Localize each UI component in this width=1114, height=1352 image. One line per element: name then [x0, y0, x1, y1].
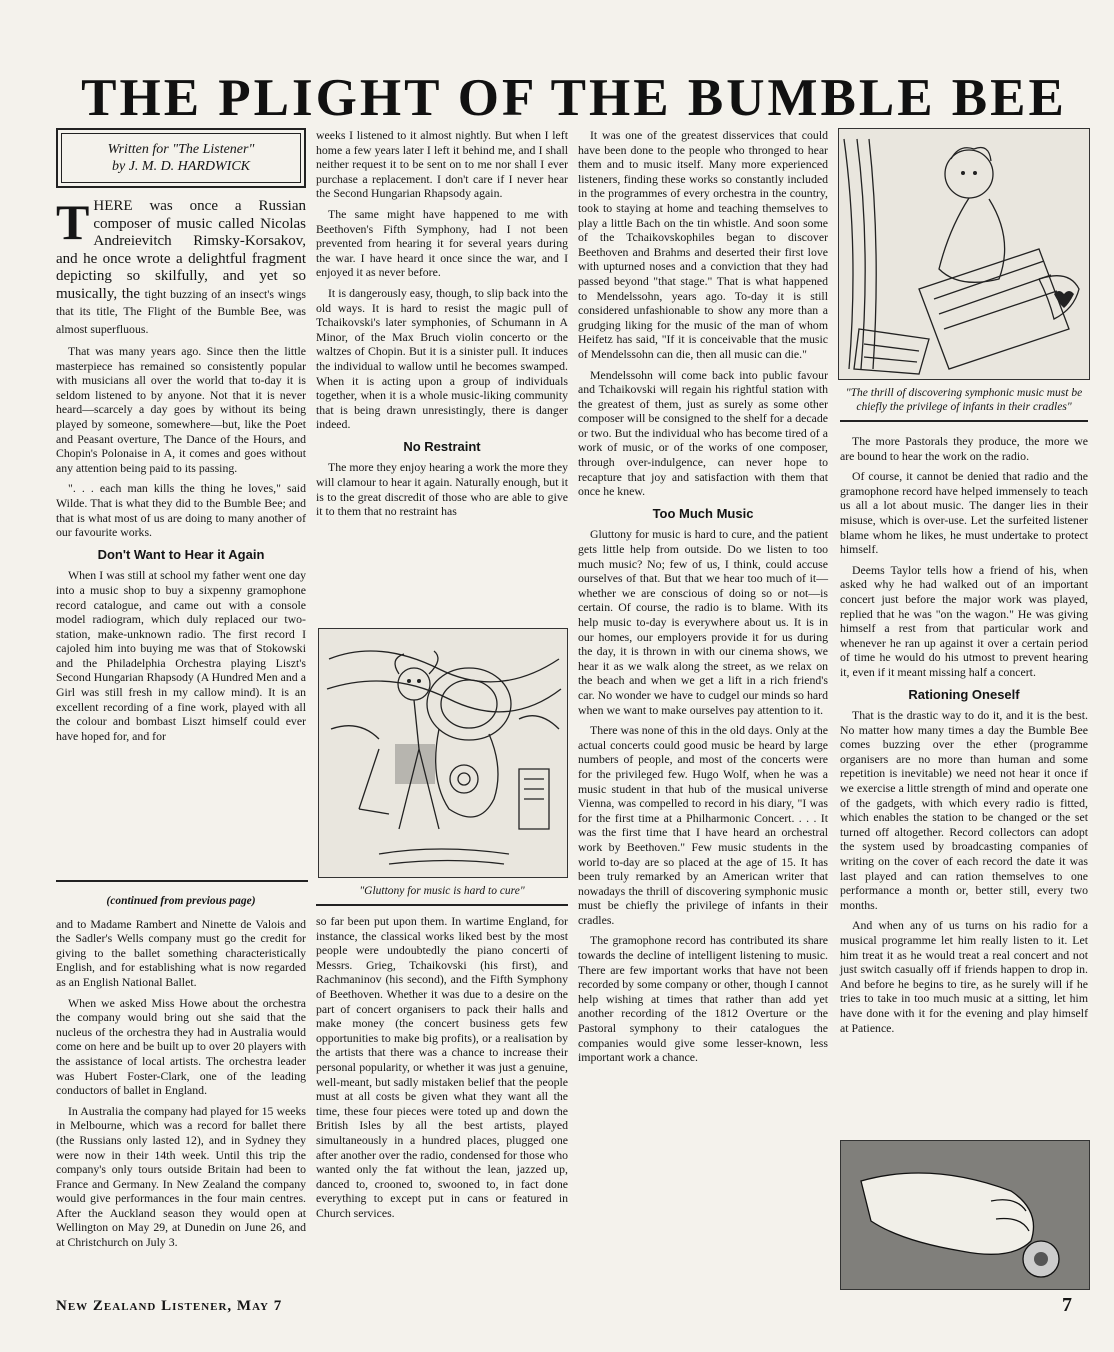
headline: THE PLIGHT OF THE BUMBLE BEE: [81, 69, 1067, 127]
paragraph: The gramophone record has contributed its share towards the decline of intelligent listening to music. There are few important works that have not been recorded by some company or other, though I cannot help wishing at times that rather than add yet another recording of the 1812 Overture or the Pastoral symphony to their catalogues the companies would give some lesser-known, less important work a chance.: [578, 933, 828, 1065]
paragraph: The same might have happened to me with Beethoven's Fifth Symphony, had I not been prevented from hearing it for several years during the war. I have heard it once since the war, and I enjoyed it as never before.: [316, 206, 568, 280]
subheading: No Restraint: [403, 438, 481, 454]
paragraph: That was many years ago. Since then the little masterpiece has remained so consistently popular with musicians all over the world that to-day it is seldom listened to by anyone. Not that it is never heard—scarcely a day goes by without its being played by someone, somewhere—but, like the Poet and Peasant overture, The Dance of the Hours, and Chopin's Polonaise in A, it comes and goes without any attention being paid to its passing.: [56, 344, 306, 475]
drop-cap: T: [56, 194, 90, 250]
paragraph: The more Pastorals they produce, the more we are bound to hear the work on the radio.: [840, 434, 1088, 463]
infant-caption: "The thrill of discovering symphonic music must be chiefly the privilege of infants in their cradles": [840, 386, 1088, 422]
paragraph: It was one of the greatest disservices that could have been done to the people who thronged to hear them and to music itself. Many more experienced listeners, finding these works so constantly included in the programmes of every orchestra in the country, took to staying at home and teaching themselves to play a little Bach on the tin whistle. And soon some of the Tchaikovskophiles began to discover Beethoven and Brahms and deserted their first love with upturned noses and a conviction that they had passed beyond "that stage." That is what happened to Mendelssohn, years ago. To-day it is still considered unfashionable to show any more than a grudging liking for the music of the man of whom Heifetz has said, "If it is conceivable that the music of Mendelssohn can die, then all music can die.": [578, 128, 828, 361]
continued-note: (continued from previous page): [106, 895, 256, 907]
paragraph: When we asked Miss Howe about the orchestra the company would bring out she said that the nucleus of the orchestra they had in Australia would come on here and be built up to over 20 players with the assistance of local artists. The orchestra leader was Hubert Foster-Clark, one of the leading conductors of ballet in England.: [56, 995, 306, 1098]
subheading: Too Much Music: [652, 505, 754, 521]
paragraph: It is dangerously easy, though, to slip back into the old ways. It is hard to resist the magic pull of Tchaikovski's later symphonies, of Schumann in A Minor, of the Max Bruch violin concerto or the waltzes of Chopin. But it is a sinister pull. It induces the individual to wallow until he becomes swamped. When it is acting upon a group of individuals together, when it is a whole music-liking community that is being drawn unresistingly, there is danger indeed.: [316, 285, 568, 432]
paragraph: Mendelssohn will come back into public favour and Tchaikovski will regain his rightful station with the greatest of them, just as surely as some other composer will be consigned to the shelf for a decade or two. But the individual who has become tired of a work of music, or of the works of one composer, through over-indulgence, can never hope to recapture that joy and satisfaction with them that once he knew.: [578, 367, 828, 499]
column-1: [56, 128, 306, 749]
byline-line-1: Written for "The Listener": [107, 142, 255, 157]
subheading: Rationing Oneself: [908, 686, 1020, 702]
paragraph: When I was still at school my father went one day into a music shop to buy a sixpenny gramophone record catalogue, and came out with a console model radiogram, which duly replaced our two-station, make-unknown radio. The first record I cajoled him into buying me was that of Stokowski and the Philadelphia Orchestra playing Liszt's Second Hungarian Rhapsody (A Hundred Men and a Girl was still fresh in my callow mind). It is an excellent recording of a fine work, played with all the colour and bombast Liszt himself could ever have hoped for, and for: [56, 568, 306, 743]
column-2: [316, 128, 568, 525]
column-2-continuation: [316, 914, 568, 1226]
paragraph: and to Madame Rambert and Ninette de Valois and the Sadler's Wells company must go the credit for giving to the ballet something characteristically English, and for establishing what is now regarded as an English National Ballet.: [56, 916, 306, 989]
section-rule: [56, 880, 308, 882]
paragraph: And when any of us turns on his radio for a musical programme let him really listen to it. Let him treat it as he would treat a real concert and not just switch casually off if friends happen to drop in. And before he begins to tire, as he surely will if he tries to take in too much music at a sitting, let him have done with it for the evening and play himself at Patience.: [840, 918, 1088, 1035]
infant-with-score-drawing: [839, 129, 1089, 379]
paragraph: The more they enjoy hearing a work the more they will clamour to hear it again. Naturally enough, but it is to the great discredit of those who are able to give it to them that no restraint has: [316, 460, 568, 519]
subheading: Don't Want to Hear it Again: [97, 546, 265, 562]
ballet-continuation: [56, 890, 306, 1256]
tuba-player-illustration: [318, 628, 568, 878]
paragraph: In Australia the company had played for 15 weeks in Melbourne, which was a record for ballet there (the Russians only lasted 12), and in Sydney they were now in their 14th week. Until this trip the company's only tours outside Britain had been to France and Germany. In New Zealand the company would give performances in the four main centres. After the Auckland season they would open at Wellington on May 29, at Dunedin on June 26, and at Christchurch on July 3.: [56, 1103, 306, 1250]
tuba-player-drawing: [319, 629, 567, 877]
paragraph: Of course, it cannot be denied that radio and the gramophone record have helped immensely to teach us all a lot about music. The danger lies in their misuse, which is over-use. Let the surfeited listener blame whom he likes, he must undertake to protect himself.: [840, 469, 1088, 557]
paragraph: Gluttony for music is hard to cure, and the patient gets little help from outside. Do we listen to too much music? No; few of us, I think, could accuse ourselves of that. But that we hear too much of it—whether we are conscious of doing so or not—is certain. Of course, the radio is to blame. With its help music to-day is everywhere about us. It is in our homes, our employers provide it for us during the day, it is thrown in with our cinema shows, we hear it as we walk along the street, as we relax on the beach and when we get a lift in a rich friend's car. No wonder we have to cudgel our minds so hard when we want to make ourselves pay attention to it.: [578, 527, 828, 717]
paragraph: so far been put upon them. In wartime England, for instance, the classical works liked best by the most people were undoubtedly the piano concerti of Messrs. Grieg, Tchaikovski (his first), and Rachmaninov (his second), and the Fifth Symphony of Beethoven. Whether it was due to a desire on the part of concert organisers to pack their halls and make money (the concert business gets few opportunities to make big profits), or a realisation by the artists that there was a chance to increase their personal popularity, or whether it was just a genuine, well-meant, but sadly mistaken belief that the people must at all costs be given what they want all the time, these four pieces were toted up and down the British Isles by all the best artists, played simultaneously in a hundred places, plugged one after another over the radio, condensed for those who wanted only the fat without the lean, jazzed up, danced to, crooned to, swooned to, in fact done everything to except put in cans or featured in Church services.: [316, 914, 568, 1220]
byline-box: [56, 128, 306, 188]
lead-text: HERE was once a Russian composer of music called Nicolas Andreievitch Rimsky-Korsakov, and he once wrote a delightful fragment depicting so skilfully, and yet so musically, the: [56, 198, 306, 302]
paragraph: There was none of this in the old days. Only at the actual concerts could good music be heard by large numbers of people, and most of the concerts were for the privileged few. Hugo Wolf, when he was a music student in that hub of the musical universe Vienna, was compelled to record in his diary, "I was for the first time at a Philharmonic Concert. . . . It was the first time that I have heard an orchestral work by Beethoven." Few music students in the world to-day are so placed at the age of 15. It has been truly remarked by an American writer that nowadays the thrill of discovering symphonic music must be chiefly the privilege of infants in their cradles.: [578, 723, 828, 927]
lead-paragraph: [56, 194, 306, 338]
paragraph: ". . . each man kills the thing he loves," said Wilde. That is what they did to the Bumble Bee; and that is what most of us are doing to many another of our favourite works.: [56, 481, 306, 540]
lead-rest: tight buzzing of an insect's wings that its title, The Flight of the Bumble Bee, was almost superfluous.: [56, 286, 306, 336]
page-number: 7: [1062, 1294, 1072, 1316]
hand-radio-dial-illustration: [840, 1140, 1090, 1290]
infant-illustration: [838, 128, 1090, 380]
column-4: [840, 386, 1088, 1041]
tuba-caption: "Gluttony for music is hard to cure": [359, 885, 525, 897]
column-3: [578, 128, 828, 1071]
paragraph: That is the drastic way to do it, and it is the best. No matter how many times a day the Bumble Bee comes buzzing over the ether (programme organisers are no more than human and some repetition is inevitable) we need not hear it once if we exercise a little strength of mind and operate one of the gadgets, with which every radio is fitted, which enables the station to be changed or the set turned off altogether. Record collectors can adopt the system used by broadcasting companies of writing on the cover of each record the date it was last played and can ration themselves to one performance a month or, better still, every two months.: [840, 708, 1088, 912]
section-rule-2: [316, 904, 568, 906]
hand-turning-dial-drawing: [841, 1141, 1089, 1289]
paragraph: weeks I listened to it almost nightly. But when I left home a few years later I left it behind me, and I shall neither request it to be sent on to me nor shall I ever purchase a replacement. I don't care if I never hear the Second Hungarian Rhapsody again.: [316, 128, 568, 201]
footer-publication: New Zealand Listener, May 7: [56, 1298, 283, 1314]
paragraph: Deems Taylor tells how a friend of his, when asked why he had walked out of an important concert just before the major work was played, replied that he was "on the wagon." He was giving himself a rest from that particular work and whenever he ran up against it over a certain period of time he would do his utmost to prevent hearing it, even if it meant missing half a concert.: [840, 562, 1088, 679]
byline-line-2: by J. M. D. HARDWICK: [111, 159, 251, 174]
byline: [61, 133, 301, 183]
